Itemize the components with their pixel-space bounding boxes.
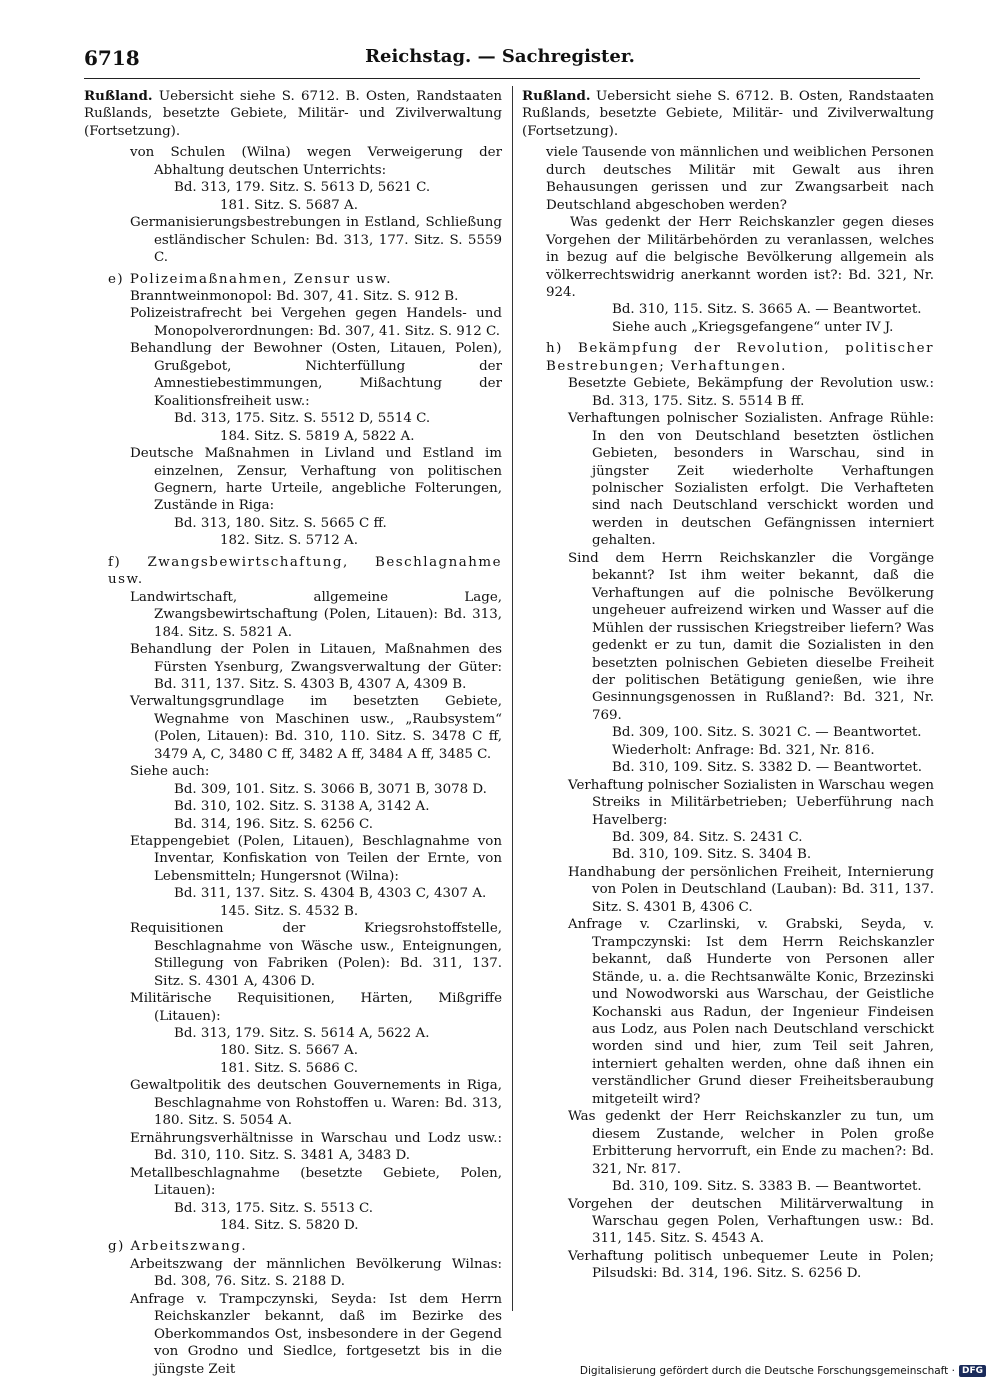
reference: Bd. 313, 179. Sitz. S. 5613 D, 5621 C.	[174, 180, 431, 196]
entry: Verhaftung polnischer Sozialisten in Warschau wegen Streiks in Militärbetrieben; Ueberführung nach Havelberg:	[568, 777, 934, 828]
entry: Landwirtschaft, allgemeine Lage, Zwangsbewirtschaftung (Polen, Litauen): Bd. 313, 184. Sitz. S. 5821 A.	[130, 589, 502, 640]
entry: Anfrage v. Czarlinski, v. Grabski, Seyda, v. Trampczynski: Ist dem Herrn Reichskanzler bekannt, daß Hunderte von Personen aller Stände, u. a. die Rechtsanwälte Konic, Brzezinski und Nowodworski aus Warschau, der Geistliche Kochanski aus Radun, der Ingenieur Findeisen aus Lodz, aus Polen nach Deutschland verschickt worden sind und hier, zum Teil seit Jahren, interniert gehalten werden, ohne daß ihnen ein verständlicher Grund dieser Freiheitsberaubung mitgeteilt wird?	[568, 917, 934, 1107]
entry: Militärische Requisitionen, Härten, Mißgriffe (Litauen):	[130, 991, 502, 1024]
reference: Bd. 309, 84. Sitz. S. 2431 C.	[612, 830, 803, 846]
entry: von Schulen (Wilna) wegen Verweigerung der Abhaltung deutschen Unterrichts:	[130, 145, 502, 178]
reference: Wiederholt: Anfrage: Bd. 321, Nr. 816.	[612, 742, 875, 758]
reference: Bd. 309, 101. Sitz. S. 3066 B, 3071 B, 3078 D.	[174, 781, 487, 797]
entry: Ernährungsverhältnisse in Warschau und Lodz usw.: Bd. 310, 110. Sitz. S. 3481 A, 3483 D.	[130, 1130, 502, 1164]
entry: Arbeitszwang der männlichen Bevölkerung Wilnas: Bd. 308, 76. Sitz. S. 2188 D.	[130, 1256, 502, 1290]
reference: Bd. 310, 109. Sitz. S. 3382 D. — Beantwortet.	[612, 760, 923, 776]
entry: Gewaltpolitik des deutschen Gouvernements in Riga, Beschlagnahme von Rohstoffen u. Waren: Bd. 313, 180. Sitz. S. 5054 A.	[130, 1078, 502, 1129]
entry: Germanisierungsbestrebungen in Estland, Schließung estländischer Schulen: Bd. 313, 177. Sitz. S. 5559 C.	[130, 215, 502, 266]
lemma: Rußland.	[522, 88, 591, 104]
entry: Metallbeschlagnahme (besetzte Gebiete, Polen, Litauen):	[130, 1165, 502, 1199]
entry: Verhaftung politisch unbequemer Leute in Polen; Pilsudski: Bd. 314, 196. Sitz. S. 6256 D.	[568, 1248, 934, 1282]
column-head	[522, 88, 934, 140]
lemma-text: Uebersicht siehe S. 6712. B. Osten, Randstaaten Rußlands, besetzte Gebiete, Militär- und Zivilverwaltung (Fortsetzung).	[84, 89, 502, 139]
column-head	[84, 88, 502, 140]
entry: Etappengebiet (Polen, Litauen), Beschlagnahme von Inventar, Konfiskation von Teilen der Ernte, von Lebensmitteln; Hungersnot (Wilna):	[130, 834, 502, 884]
reference: Bd. 309, 100. Sitz. S. 3021 C. — Beantwortet.	[612, 725, 922, 741]
entry: Handhabung der persönlichen Freiheit, Internierung von Polen in Deutschland (Lauban): Bd. 311, 137. Sitz. S. 4301 B, 4306 C.	[568, 864, 934, 915]
right-column	[522, 88, 934, 1283]
entry: Branntweinmonopol: Bd. 307, 41. Sitz. S. 912 B.	[130, 288, 459, 304]
reference: 184. Sitz. S. 5819 A, 5822 A.	[220, 428, 415, 444]
lemma: Rußland.	[84, 88, 153, 104]
reference: Bd. 313, 175. Sitz. S. 5513 C.	[174, 1200, 374, 1216]
column-divider	[512, 86, 513, 1311]
see-also: Siehe auch:	[130, 764, 210, 780]
reference: 182. Sitz. S. 5712 A.	[220, 533, 358, 549]
entry: Besetzte Gebiete, Bekämpfung der Revolution usw.: Bd. 313, 175. Sitz. S. 5514 B ff.	[568, 376, 934, 409]
reference: Bd. 313, 175. Sitz. S. 5512 D, 5514 C.	[174, 411, 431, 427]
section-heading: e) Polizeimaßnahmen, Zensur usw.	[108, 271, 393, 287]
entry: Was gedenkt der Herr Reichskanzler gegen dieses Vorgehen der Militärbehörden zu veranlassen, welches in bezug auf die belgische Bevölkerung allgemein als völkerrechtswidrig anerkannt worden ist?: Bd. 321, Nr. 924.	[546, 215, 934, 300]
entry: Verwaltungsgrundlage im besetzten Gebiete, Wegnahme von Maschinen usw., „Raubsystem“ (Polen, Litauen): Bd. 310, 110. Sitz. S. 3478 C ff, 3479 A, C, 3480 C ff, 3482 A ff, 3484 A ff, 3485 C.	[130, 694, 502, 762]
reference: Bd. 313, 179. Sitz. S. 5614 A, 5622 A.	[174, 1026, 430, 1042]
header-rule	[84, 78, 920, 79]
footer	[580, 1365, 986, 1377]
entry: Behandlung der Bewohner (Osten, Litauen, Polen), Grußgebot, Nichterfüllung der Amnestiebestimmungen, Mißachtung der Koalitionsfreiheit usw.:	[130, 341, 502, 409]
entry: Deutsche Maßnahmen in Livland und Estland im einzelnen, Zensur, Verhaftung von politischen Gegnern, harte Urteile, angebliche Folterungen, Zustände in Riga:	[130, 446, 502, 514]
section-heading: g) Arbeitszwang.	[108, 1239, 248, 1255]
entry: Anfrage v. Trampczynski, Seyda: Ist dem Herrn Reichskanzler bekannt, daß im Bezirke des Oberkommandos Ost, insbesondere in der Gegend von Grodno und Siedlce, fortgesetzt bis in die jüngste Zeit	[130, 1291, 502, 1377]
entry: Behandlung der Polen in Litauen, Maßnahmen des Fürsten Ysenburg, Zwangsverwaltung der Güter: Bd. 311, 137. Sitz. S. 4303 B, 4307 A, 4309 B.	[130, 642, 502, 692]
reference: Bd. 310, 109. Sitz. S. 3404 B.	[612, 847, 812, 863]
running-head: Reichstag. — Sachregister.	[365, 46, 635, 67]
reference: Bd. 310, 115. Sitz. S. 3665 A. — Beantwortet.	[612, 302, 922, 318]
entry-continued: viele Tausende von männlichen und weiblichen Personen durch deutsches Militär mit Gewalt aus ihren Behausungen gerissen und zur Zwangsarbeit nach Deutschland abgeschoben werden?	[546, 145, 934, 213]
reference: Bd. 311, 137. Sitz. S. 4304 B, 4303 C, 4307 A.	[174, 886, 487, 902]
reference: 181. Sitz. S. 5686 C.	[220, 1060, 359, 1076]
reference: Bd. 314, 196. Sitz. S. 6256 C.	[174, 816, 374, 832]
dfg-logo: DFG	[959, 1365, 986, 1377]
entry: Requisitionen der Kriegsrohstoffstelle, Beschlagnahme von Wäsche usw., Enteignungen, Stillegung von Fabriken (Polen): Bd. 311, 137. Sitz. S. 4301 A, 4306 D.	[130, 921, 502, 989]
reference: 180. Sitz. S. 5667 A.	[220, 1043, 358, 1059]
reference: 184. Sitz. S. 5820 D.	[220, 1218, 359, 1233]
entry: Vorgehen der deutschen Militärverwaltung in Warschau gegen Polen, Verhaftungen usw.: Bd. 311, 145. Sitz. S. 4543 A.	[568, 1196, 934, 1247]
reference: Bd. 310, 102. Sitz. S. 3138 A, 3142 A.	[174, 799, 430, 815]
footer-text: Digitalisierung gefördert durch die Deutsche Forschungsgemeinschaft ·	[579, 1365, 955, 1377]
left-column	[84, 88, 502, 1378]
entry: Sind dem Herrn Reichskanzler die Vorgänge bekannt? Ist ihm weiter bekannt, daß die Verhaftungen auf die polnische Bevölkerung ungeheuer aufreizend wirken und Wasser auf die Mühlen der russischen Kriegstreiber liefern? Was gedenkt er zu tun, damit die Sozialisten in den besetzten polnischen Gebieten dieselbe Freiheit der politischen Betätigung genießen, wie ihre Gesinnungsgenossen in Rußland?: Bd. 321, Nr. 769.	[568, 550, 934, 723]
entry: Polizeistrafrecht bei Vergehen gegen Handels- und Monopolverordnungen: Bd. 307, 41. Sitz. S. 912 C.	[130, 306, 502, 339]
see-also: Siehe auch „Kriegsgefangene“ unter IV J.	[612, 319, 894, 335]
section-heading: h) Bekämpfung der Revolution, politischer Bestrebungen; Verhaftungen.	[546, 341, 934, 374]
page-number: 6718	[84, 46, 140, 70]
reference: Bd. 310, 109. Sitz. S. 3383 B. — Beantwortet.	[612, 1179, 922, 1195]
reference: 181. Sitz. S. 5687 A.	[220, 197, 358, 213]
reference: Bd. 313, 180. Sitz. S. 5665 C ff.	[174, 515, 387, 531]
section-heading: f) Zwangsbewirtschaftung, Beschlagnahme usw.	[108, 554, 502, 588]
entry: Was gedenkt der Herr Reichskanzler zu tun, um diesem Zustande, welcher in Polen große Erbitterung hervorruft, ein Ende zu machen?: Bd. 321, Nr. 817.	[568, 1109, 934, 1177]
reference: 145. Sitz. S. 4532 B.	[220, 903, 359, 919]
entry: Verhaftungen polnischer Sozialisten. Anfrage Rühle: In den von Deutschland besetzten östlichen Gebieten, besonders in Warschau, sind in jüngster Zeit wiederholte Verhaftungen polnischer Sozialisten erfolgt. Die Verhafteten sind nach Deutschland verschickt worden und werden in deutschen Gefängnissen interniert gehalten.	[568, 411, 934, 549]
lemma-text: Uebersicht siehe S. 6712. B. Osten, Randstaaten Rußlands, besetzte Gebiete, Militär- und Zivilverwaltung (Fortsetzung).	[522, 89, 934, 139]
